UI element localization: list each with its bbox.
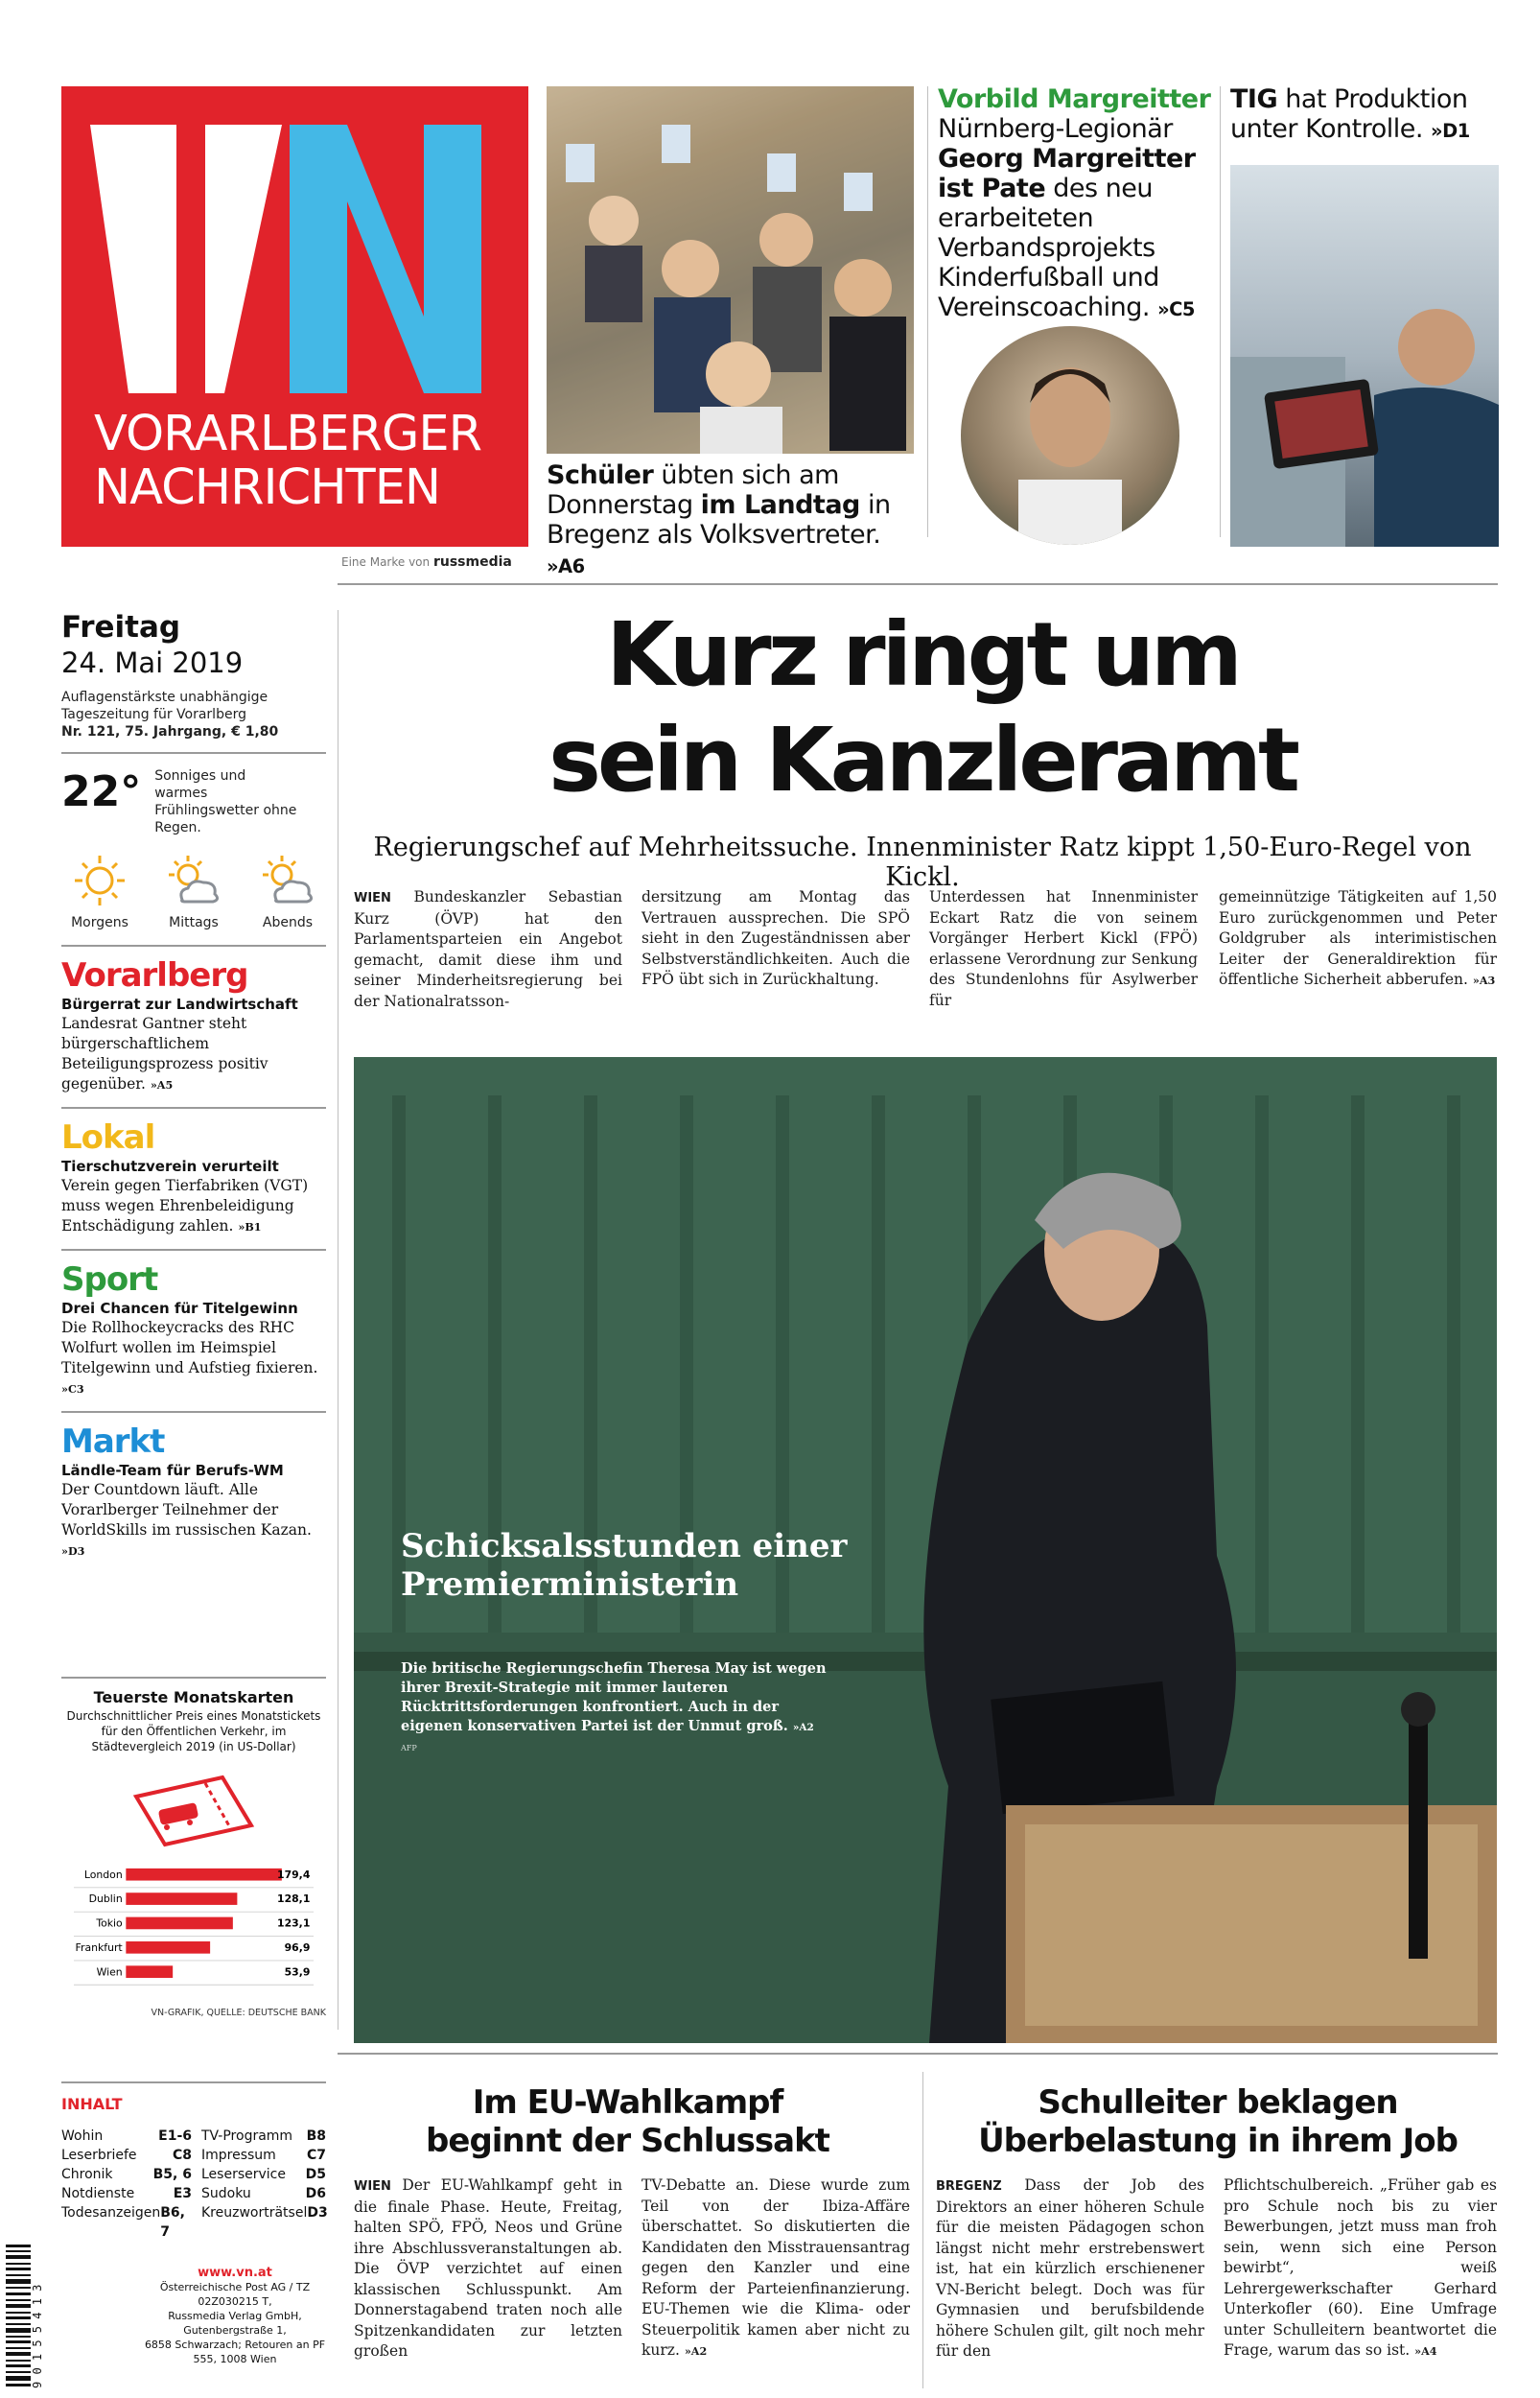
section-body: Die Rollhockeycracks des RHC Wolfurt wollen im Heimspiel Titelgewinn und Aufstieg fixieren. <box>61 1319 318 1376</box>
contents-title: INHALT <box>61 2095 123 2113</box>
chart-bar <box>126 1869 282 1881</box>
temperature: 22° <box>61 767 142 816</box>
article-right-headline[interactable]: Schulleiter beklagen Überbelastung in ihrem Job <box>978 2083 1458 2160</box>
lead-location: WIEN <box>354 891 391 905</box>
photo-credit: AFP <box>401 1744 417 1752</box>
page-ref: »D1 <box>1431 120 1470 142</box>
sun-cloud-icon <box>259 852 316 909</box>
page-ref: »A2 <box>792 1722 814 1733</box>
chart-value-label: 96,9 <box>284 1940 311 1954</box>
page-ref: »D3 <box>61 1545 85 1558</box>
chart-box <box>61 1677 326 2018</box>
chart-category-label: London <box>83 1868 123 1881</box>
contents-right <box>201 2127 326 2242</box>
contents-left <box>61 2127 192 2242</box>
chart-subtitle: Durchschnittlicher Preis eines Monatstickets für den Öffentlichen Verkehr, im Städtevergleich 2019 (in US-Dollar) <box>66 1709 321 1753</box>
contents-item[interactable]: Todesanzeigen B6, 7 <box>61 2205 185 2240</box>
sidebar <box>61 610 326 1562</box>
teaser-students-text[interactable]: Schüler übten sich am Donnerstag im Landtag in Bregenz als Volksvertreter. »A6 <box>547 460 891 577</box>
contents-box <box>61 2081 326 2242</box>
contents-item[interactable]: Leserservice D5 <box>201 2167 326 2182</box>
section-body: Der Countdown läuft. Alle Vorarlberger Teilnehmer der WorldSkills im russischen Kazan. <box>61 1481 312 1539</box>
contents-item[interactable]: Impressum C7 <box>201 2148 326 2163</box>
section-markt[interactable] <box>61 1411 326 1562</box>
weather-forecast <box>61 852 326 931</box>
lead-col-4: gemeinnützige Tätigkeiten auf 1,50 Euro zurückgenommen und Peter Goldgruber als interimistischen Leiter der Generaldirektion für öffentliche Sicherheit abberufen. »A3 <box>1219 888 1497 988</box>
masthead-logo[interactable] <box>61 86 528 547</box>
article-left-col-2: TV-Debatte an. Diese wurde zum Teil von der Ibiza-Affäre überschattet. So diskutierten die Kandidaten den Misstrauensantrag gegen den Kanzler und eine Reform der Parteienfinanzierung. EU-Themen wie die Klima- oder Steuerpolitik kamen aber nicht zu kurz. »A2 <box>642 2176 910 2359</box>
page-ref: »A4 <box>1414 2345 1437 2358</box>
brand-prefix: Eine Marke von <box>341 555 431 569</box>
issue-info: Auflagenstärkste unabhängige Tageszeitung für Vorarlberg Nr. 121, 75. Jahrgang, € 1,80 <box>61 690 279 740</box>
article-right-location: BREGENZ <box>936 2179 1002 2194</box>
article-left-col-1: WIEN Der EU-Wahlkampf geht in die finale Phase. Heute, Freitag, halten SPÖ, FPÖ, Neos und Grüne ihre Abschlussveranstaltungen ab. Die ÖVP verzichtet auf einen klassischen Schlusspunkt. Am Donnerstagabend traten noch alle Spitzenkandidaten zur letzten großen <box>354 2176 622 2360</box>
contents-item[interactable]: Chronik B5, 6 <box>61 2167 192 2182</box>
section-sport[interactable] <box>61 1249 326 1399</box>
article-right-col-2: Pflichtschulbereich. „Früher gab es pro Schule noch bis zu vier Bewerbungen, jetzt muss man froh sein, wenn sich eine Person bewirbt“, weiß Lehrergewerkschafter Gerhard Unterkofler (60). Eine Umfrage unter Schulleitern beantwortet die Frage, warum das so ist. »A4 <box>1224 2176 1497 2359</box>
article-right-col-1: BREGENZ Dass der Job des Direktors an einer höheren Schule für die meisten Pädagogen schon längst nicht mehr erstrebenswert ist, hat ein kürzlich erschienener VN-Bericht belegt. Doch was für Gymnasien und berufsbildende höhere Schulen gilt, gilt noch mehr für den <box>936 2176 1204 2360</box>
weather-box <box>61 752 326 836</box>
photo-story-text: Die britische Regierungschefin Theresa May ist wegen ihrer Brexit-Strategie mit immer lauteren Rücktrittsforderungen konfrontiert. Auch in der eigenen konservativen Partei ist der Unmut groß. »A2 AFP <box>401 1660 827 1752</box>
chart-value-label: 53,9 <box>284 1965 311 1979</box>
logo-n-glyph <box>290 125 481 393</box>
students-illustration <box>547 86 914 454</box>
photo-story-title: Schicksalsstunden einer Premierministerin <box>401 1527 848 1604</box>
contents-item[interactable]: Wohin E1-6 <box>61 2128 192 2144</box>
chart-bar <box>126 1917 233 1930</box>
issue-day: Freitag <box>61 610 181 645</box>
page-ref: »C3 <box>61 1383 84 1396</box>
section-title: Sport <box>61 1260 158 1299</box>
brand-line <box>341 554 512 570</box>
contents-item[interactable]: Notdienste E3 <box>61 2186 192 2201</box>
masthead-name-line2: NACHRICHTEN <box>94 459 441 516</box>
teaser-tig-photo[interactable] <box>1230 165 1499 547</box>
chart-category-label: Tokio <box>96 1916 123 1930</box>
page-ref: »A5 <box>150 1079 174 1092</box>
page-ref: »A2 <box>684 2345 708 2358</box>
brand-name: russmedia <box>432 554 512 570</box>
teaser-tig-text[interactable]: TIG hat Produktion unter Kontrolle. »D1 <box>1230 84 1470 144</box>
weather-text: Sonniges und warmes Frühlingswetter ohne Regen. <box>154 768 297 835</box>
section-headline: Tierschutzverein verurteilt <box>61 1158 279 1175</box>
section-title: Lokal <box>61 1118 155 1157</box>
section-vorarlberg[interactable] <box>61 945 326 1095</box>
contents-item[interactable]: Kreuzworträtsel D3 <box>201 2205 328 2221</box>
teaser-students-photo[interactable] <box>547 86 914 454</box>
contents-item[interactable]: TV-Programm B8 <box>201 2128 326 2144</box>
page-ref: »C5 <box>1157 298 1195 320</box>
sun-cloud-icon <box>165 852 222 909</box>
chart-bar <box>126 1941 210 1954</box>
contents-item[interactable]: Leserbriefe C8 <box>61 2148 192 2163</box>
chart-title: Teuerste Monatskarten <box>93 1688 294 1706</box>
lead-col-1: WIEN Bundeskanzler Sebastian Kurz (ÖVP) hat den Parlamentsparteien ein Angebot gemacht, damit diese ihm und seiner Minderheitsregierung bei der Nationalratsson- <box>354 888 622 1010</box>
contents-item[interactable]: Sudoku D6 <box>201 2186 326 2201</box>
lead-col-3: Unterdessen hat Innenminister Eckart Ratz die von seinem Vorgänger Herbert Kickl (FPÖ) erlassene Verordnung zur Senkung des Stundenlohns für Asylwerber für <box>929 888 1198 1009</box>
section-title: Vorarlberg <box>61 956 248 995</box>
chart-bar <box>126 1893 237 1905</box>
sun-icon <box>71 852 128 909</box>
page-ref: »A3 <box>1472 975 1496 987</box>
page-ref: »A6 <box>547 555 585 577</box>
chart-value-label: 123,1 <box>277 1916 311 1930</box>
lead-col-2: dersitzung am Montag das Vertrauen aussprechen. Die SPÖ sieht in den Zugeständnissen aber Selbstverständlichkeiten. Auch die FPÖ übt sich in Zurückhaltung. <box>642 888 910 988</box>
bar-chart <box>61 1858 326 2006</box>
forecast-label: Mittags <box>169 915 219 930</box>
chart-category-label: Wien <box>96 1965 123 1979</box>
chart-bar <box>126 1965 173 1978</box>
chart-value-label: 128,1 <box>277 1893 311 1906</box>
barcode-number: 9 0 1 5 5 4 1 3 <box>31 2284 44 2388</box>
chart-category-label: Frankfurt <box>75 1940 123 1954</box>
forecast-label: Morgens <box>71 915 128 930</box>
teaser-margreitter-title: Vorbild Margreitter <box>938 84 1211 114</box>
section-headline: Bürgerrat zur Landwirtschaft <box>61 996 298 1013</box>
section-headline: Ländle-Team für Berufs-WM <box>61 1462 284 1479</box>
section-headline: Drei Chancen für Titelgewinn <box>61 1300 298 1317</box>
article-left-location: WIEN <box>354 2179 391 2194</box>
article-left-headline[interactable]: Im EU-Wahlkampf beginnt der Schlussakt <box>426 2083 829 2160</box>
forecast-label: Abends <box>262 915 314 930</box>
masthead-name-line1: VORARLBERGER <box>94 406 482 462</box>
logo-v-glyph <box>90 125 292 393</box>
section-body: Verein gegen Tierfabriken (VGT) muss wegen Ehrenbeleidigung Entschädigung zahlen. <box>61 1177 309 1234</box>
footer: www.vn.at Österreichische Post AG / TZ 02Z030215 T, Russmedia Verlag GmbH, Gutenbergstraße 1, 6858 Schwarzach; Retouren an PF 555, 1008 Wien <box>144 2266 326 2365</box>
section-lokal[interactable] <box>61 1107 326 1237</box>
teaser-margreitter-text[interactable]: Vorbild Margreitter Nürnberg-Legionär Georg Margreitter ist Pate des neu erarbeiteten Verbandsprojekts Kinderfußball und Vereinscoaching. »C5 <box>938 84 1216 324</box>
page-ref: »B1 <box>238 1221 262 1234</box>
lead-headline[interactable]: Kurz ringt um sein Kanzleramt <box>548 603 1296 811</box>
section-title: Markt <box>61 1422 165 1461</box>
chart-value-label: 179,4 <box>277 1868 311 1881</box>
footer-url[interactable]: www.vn.at <box>198 2266 272 2280</box>
chart-source: VN-GRAFIK, QUELLE: DEUTSCHE BANK <box>151 2008 326 2018</box>
chart-category-label: Dublin <box>88 1893 123 1906</box>
margreitter-portrait-photo[interactable] <box>961 326 1179 545</box>
issue-date: 24. Mai 2019 <box>61 647 244 679</box>
lead-subline: Regierungschef auf Mehrheitssuche. Innenminister Ratz kippt 1,50-Euro-Regel von Kickl. <box>373 833 1472 892</box>
section-body: Landesrat Gantner steht bürgerschaftlichem Beteiligungsprozess positiv gegenüber. <box>61 1015 268 1093</box>
ticket-icon <box>127 1768 261 1854</box>
